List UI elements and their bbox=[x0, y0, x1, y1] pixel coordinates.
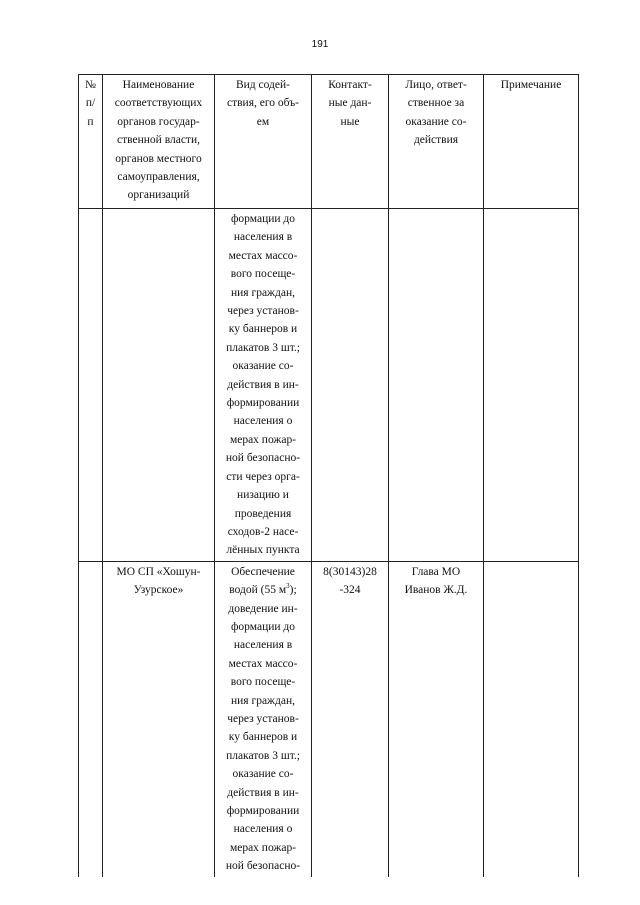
header-note: Примечание bbox=[484, 75, 579, 209]
header-kind: Вид содей- ствия, его объ- ем bbox=[215, 75, 312, 209]
cell-org: МО СП «Хошун- Узурское» bbox=[103, 561, 215, 876]
header-contact: Контакт- ные дан- ные bbox=[312, 75, 389, 209]
header-num: № п/ п bbox=[79, 75, 103, 209]
cell-person: Глава МО Иванов Ж.Д. bbox=[389, 561, 484, 876]
kind-line2-pre: водой (55 м bbox=[229, 584, 287, 597]
header-org: Наименование соответствующих органов государ- ственной власти, органов местного самоуправления, организаций bbox=[103, 75, 215, 209]
table-row bbox=[79, 561, 579, 876]
page-number: 191 bbox=[311, 39, 329, 50]
assistance-table bbox=[78, 74, 579, 877]
cell-kind: формации до населения в местах массо- вого посеще- ния граждан, через установ- ку баннеров и плакатов 3 шт.; оказание со- действия в ин- формировании населения о мерах пожар- ной безопасно- сти через орга- низацию и проведения сходов-2 насе- лённых пункта bbox=[215, 209, 312, 562]
cell-num bbox=[79, 209, 103, 562]
table-row bbox=[79, 209, 579, 562]
cell-contact: 8(30143)28 -324 bbox=[312, 561, 389, 876]
cell-note bbox=[484, 209, 579, 562]
cell-person bbox=[389, 209, 484, 562]
kind-rest: доведение ин- формации до населения в местах массо- вого посеще- ния граждан, через установ- ку баннеров и плакатов 3 шт.; оказание со- действия в ин- формировании населения о мерах пожар- ной безопасно- bbox=[225, 602, 301, 873]
kind-line1: Обеспечение bbox=[231, 565, 295, 578]
cell-num bbox=[79, 561, 103, 876]
kind-line2-post: ); bbox=[289, 584, 297, 597]
cell-kind bbox=[215, 561, 312, 876]
table-header-row bbox=[79, 75, 579, 209]
kind-superscript: 3 bbox=[286, 582, 290, 591]
cell-note bbox=[484, 561, 579, 876]
header-person: Лицо, ответ- ственное за оказание со- действия bbox=[389, 75, 484, 209]
cell-contact bbox=[312, 209, 389, 562]
cell-org bbox=[103, 209, 215, 562]
